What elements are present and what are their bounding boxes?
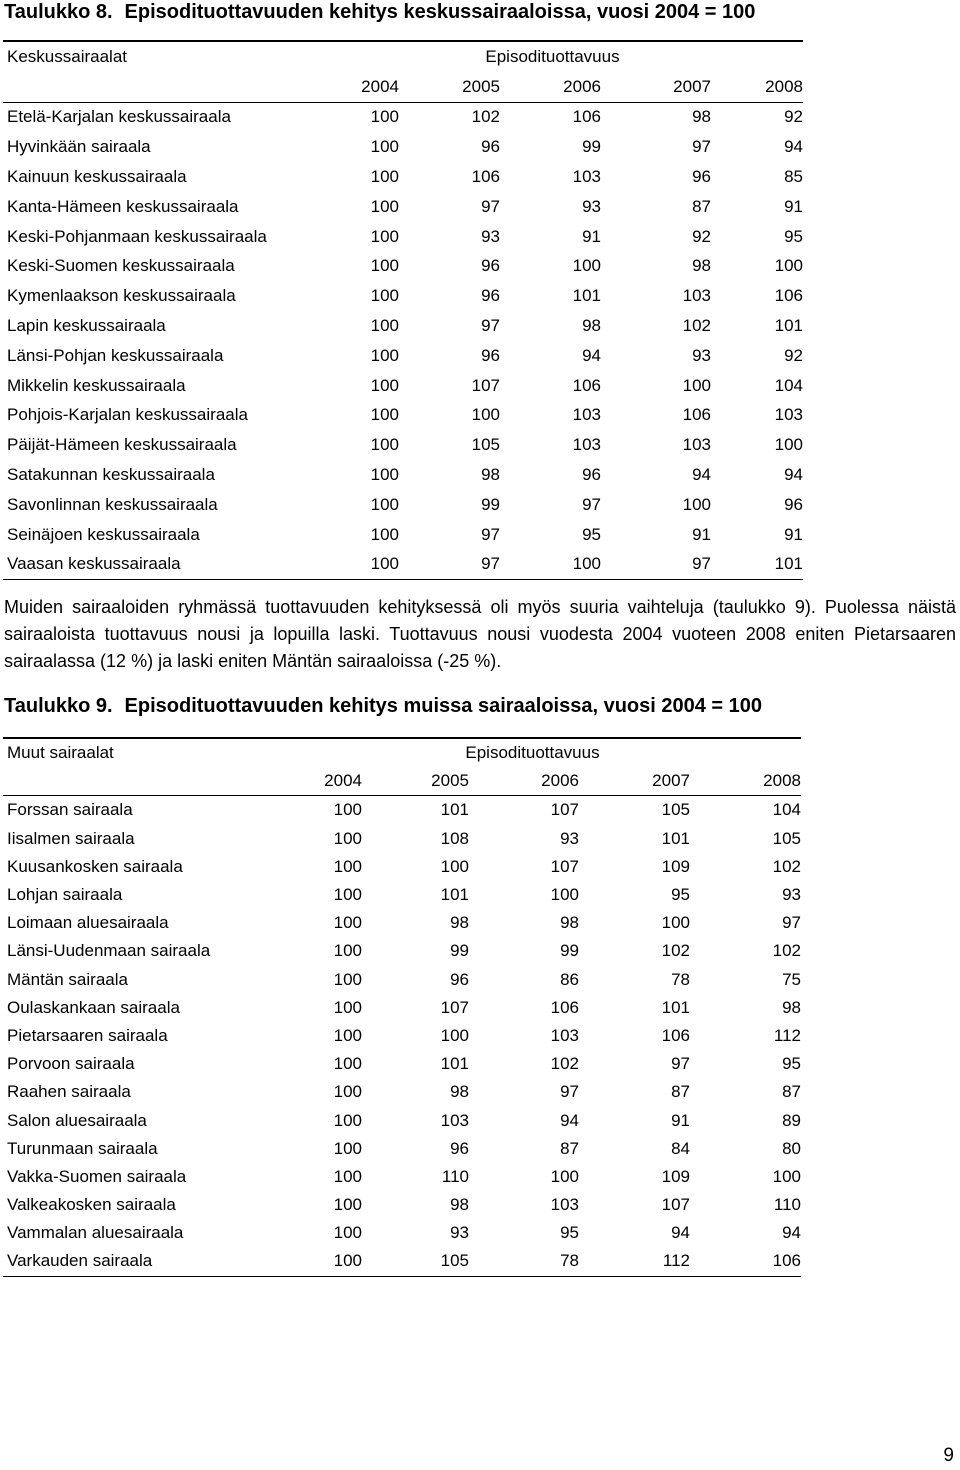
hospital-name: Keski-Suomen keskussairaala [7, 256, 235, 276]
value-cell: 103 [572, 167, 601, 187]
table9-header-blank [3, 767, 260, 796]
hospital-name: Porvoon sairaala [7, 1054, 135, 1074]
table9-year-header: 2005 [362, 767, 469, 796]
table-row [3, 490, 803, 520]
page-number: 9 [943, 1445, 954, 1466]
table8-year-header: 2006 [500, 72, 601, 102]
value-cell: 93 [782, 885, 801, 905]
value-cell: 99 [450, 941, 469, 961]
value-cell: 102 [772, 941, 801, 961]
value-cell: 100 [370, 405, 399, 425]
value-cell: 105 [362, 1247, 469, 1276]
value-cell: 102 [471, 107, 500, 127]
value-cell: 94 [582, 345, 601, 365]
table8-group-header: Episodituottavuus [298, 41, 803, 72]
value-cell: 98 [481, 465, 500, 485]
value-cell: 97 [481, 524, 500, 544]
value-cell: 97 [692, 137, 711, 157]
value-cell: 100 [333, 1223, 362, 1243]
table-row [3, 1106, 801, 1134]
table-row [3, 520, 803, 550]
value-cell: 97 [481, 316, 500, 336]
value-cell: 100 [370, 465, 399, 485]
table9-group-header: Episodituottavuus [260, 738, 801, 767]
hospital-name: Pohjois-Karjalan keskussairaala [7, 405, 248, 425]
value-cell: 100 [333, 856, 362, 876]
value-cell: 109 [661, 1166, 690, 1186]
value-cell: 97 [560, 1082, 579, 1102]
table8-row-header: Keskussairaalat [3, 41, 298, 72]
table-row [3, 460, 803, 490]
value-cell: 102 [550, 1054, 579, 1074]
value-cell: 100 [440, 856, 469, 876]
table8-title [4, 0, 755, 24]
value-cell: 106 [682, 405, 711, 425]
table8-year-header: 2005 [399, 72, 500, 102]
value-cell: 100 [333, 1110, 362, 1130]
value-cell: 93 [481, 226, 500, 246]
value-cell: 100 [370, 167, 399, 187]
table8-header-blank [3, 72, 298, 102]
hospital-name: Raahen sairaala [7, 1082, 131, 1102]
hospital-name: Savonlinnan keskussairaala [7, 494, 218, 514]
hospital-name: Valkeakosken sairaala [7, 1195, 176, 1215]
value-cell: 100 [333, 913, 362, 933]
value-cell: 94 [784, 137, 803, 157]
value-cell: 108 [440, 828, 469, 848]
hospital-name: Länsi-Pohjan keskussairaala [7, 345, 224, 365]
table-row [3, 252, 803, 282]
table8-year-header: 2008 [711, 72, 803, 102]
value-cell: 112 [579, 1247, 690, 1276]
value-cell: 100 [774, 435, 803, 455]
value-cell: 93 [450, 1223, 469, 1243]
value-cell: 84 [671, 1138, 690, 1158]
hospital-name: Kainuun keskussairaala [7, 167, 187, 187]
value-cell: 98 [582, 316, 601, 336]
value-cell: 100 [333, 1025, 362, 1045]
hospital-name: Lohjan sairaala [7, 885, 123, 905]
value-cell: 100 [370, 345, 399, 365]
table8-body [3, 102, 803, 580]
value-cell: 86 [560, 969, 579, 989]
table8-year-header: 2004 [298, 72, 399, 102]
value-cell: 106 [690, 1247, 801, 1276]
value-cell: 100 [333, 828, 362, 848]
value-cell: 97 [601, 550, 711, 580]
value-cell: 93 [692, 345, 711, 365]
value-cell: 103 [682, 435, 711, 455]
table-row [3, 1219, 801, 1247]
value-cell: 94 [782, 1223, 801, 1243]
table9-body [3, 796, 801, 1276]
value-cell: 87 [692, 196, 711, 216]
hospital-name: Pietarsaaren sairaala [7, 1025, 168, 1045]
value-cell: 102 [661, 941, 690, 961]
value-cell: 110 [773, 1195, 801, 1215]
value-cell: 80 [782, 1138, 801, 1158]
value-cell: 100 [333, 1166, 362, 1186]
value-cell: 94 [560, 1110, 579, 1130]
value-cell: 100 [260, 1247, 362, 1276]
hospital-name: Kymenlaakson keskussairaala [7, 286, 236, 306]
value-cell: 100 [333, 800, 362, 820]
value-cell: 101 [440, 1054, 469, 1074]
value-cell: 100 [370, 375, 399, 395]
table9 [3, 737, 801, 1277]
value-cell: 99 [560, 941, 579, 961]
value-cell: 94 [784, 465, 803, 485]
value-cell: 95 [782, 1054, 801, 1074]
body-paragraph: Muiden sairaaloiden ryhmässä tuottavuuden kehityksessä oli myös suuria vaihteluja (taulukko 9). Puolessa näistä sairaaloista tuottavuus nousi ja lopuilla laski. Tuottavuus nousi vuodesta 2004 vuoteen 2008 eniten Pietarsaaren sairaalassa (12 %) ja laski eniten Mäntän sairaaloissa (-25 %). [4, 597, 956, 671]
value-cell: 103 [572, 435, 601, 455]
value-cell: 100 [370, 226, 399, 246]
value-cell: 93 [560, 828, 579, 848]
value-cell: 96 [481, 286, 500, 306]
value-cell: 92 [692, 226, 711, 246]
table9-title [4, 694, 762, 718]
value-cell: 100 [661, 913, 690, 933]
value-cell: 93 [582, 196, 601, 216]
table-row [3, 192, 803, 222]
hospital-name: Satakunnan keskussairaala [7, 465, 215, 485]
value-cell: 100 [333, 1054, 362, 1074]
value-cell: 101 [572, 286, 601, 306]
value-cell: 85 [784, 167, 803, 187]
value-cell: 96 [450, 969, 469, 989]
table9-row-header: Muut sairaalat [3, 738, 260, 767]
value-cell: 107 [471, 375, 500, 395]
value-cell: 105 [471, 435, 500, 455]
value-cell: 96 [582, 465, 601, 485]
table-row [3, 825, 801, 853]
value-cell: 107 [550, 800, 579, 820]
value-cell: 96 [481, 137, 500, 157]
table-row [3, 1247, 801, 1276]
value-cell: 100 [370, 524, 399, 544]
value-cell: 89 [782, 1110, 801, 1130]
hospital-name: Kanta-Hämeen keskussairaala [7, 196, 239, 216]
table-row [3, 1078, 801, 1106]
value-cell: 106 [471, 167, 500, 187]
value-cell: 100 [298, 550, 399, 580]
value-cell: 100 [333, 1195, 362, 1215]
value-cell: 100 [370, 137, 399, 157]
value-cell: 102 [772, 856, 801, 876]
value-cell: 100 [370, 316, 399, 336]
value-cell: 91 [784, 524, 803, 544]
value-cell: 97 [671, 1054, 690, 1074]
value-cell: 101 [774, 316, 803, 336]
table-row [3, 550, 803, 580]
value-cell: 103 [550, 1025, 579, 1045]
value-cell: 100 [572, 256, 601, 276]
table-row [3, 371, 803, 401]
table-row [3, 401, 803, 431]
table-row [3, 162, 803, 192]
table-row [3, 881, 801, 909]
value-cell: 110 [441, 1166, 469, 1186]
hospital-name: Forssan sairaala [7, 800, 133, 820]
hospital-name: Mikkelin keskussairaala [7, 375, 186, 395]
value-cell: 103 [774, 405, 803, 425]
hospital-name: Iisalmen sairaala [7, 828, 135, 848]
value-cell: 106 [572, 375, 601, 395]
table-row [3, 994, 801, 1022]
value-cell: 78 [671, 969, 690, 989]
table-row [3, 281, 803, 311]
value-cell: 107 [661, 1195, 690, 1215]
value-cell: 91 [582, 226, 601, 246]
hospital-name: Loimaan aluesairaala [7, 913, 169, 933]
value-cell: 78 [469, 1247, 579, 1276]
value-cell: 91 [784, 196, 803, 216]
hospital-name: Etelä-Karjalan keskussairaala [7, 107, 231, 127]
table-row [3, 341, 803, 371]
table-row [3, 937, 801, 965]
value-cell: 100 [440, 1025, 469, 1045]
value-cell: 109 [661, 856, 690, 876]
value-cell: 98 [560, 913, 579, 933]
hospital-name: Salon aluesairaala [7, 1110, 147, 1130]
hospital-name: Lapin keskussairaala [7, 316, 166, 336]
hospital-name: Oulaskankaan sairaala [7, 997, 180, 1017]
value-cell: 97 [399, 550, 500, 580]
value-cell: 106 [661, 1025, 690, 1045]
table8 [3, 40, 803, 580]
value-cell: 96 [784, 494, 803, 514]
value-cell: 98 [450, 913, 469, 933]
value-cell: 98 [692, 256, 711, 276]
hospital-name: Kuusankosken sairaala [7, 856, 183, 876]
value-cell: 97 [582, 494, 601, 514]
value-cell: 102 [682, 316, 711, 336]
table-row [3, 966, 801, 994]
value-cell: 97 [481, 196, 500, 216]
value-cell: 91 [692, 524, 711, 544]
value-cell: 100 [370, 494, 399, 514]
value-cell: 92 [784, 345, 803, 365]
value-cell: 95 [671, 885, 690, 905]
value-cell: 95 [784, 226, 803, 246]
table8-title-text: Episodituottavuuden kehitys keskussairaaloissa, vuosi 2004 = 100 [124, 1, 756, 23]
value-cell: 104 [772, 800, 801, 820]
value-cell: 106 [572, 107, 601, 127]
table9-year-header: 2004 [260, 767, 362, 796]
value-cell: 97 [782, 913, 801, 933]
hospital-name: Keski-Pohjanmaan keskussairaala [7, 226, 267, 246]
value-cell: 100 [333, 1082, 362, 1102]
value-cell: 103 [572, 405, 601, 425]
table-row [3, 430, 803, 460]
value-cell: 99 [582, 137, 601, 157]
value-cell: 100 [550, 885, 579, 905]
value-cell: 96 [481, 345, 500, 365]
table9-year-header: 2008 [690, 767, 801, 796]
table9-year-header: 2006 [469, 767, 579, 796]
table8-year-header: 2007 [601, 72, 711, 102]
value-cell: 95 [582, 524, 601, 544]
value-cell: 101 [711, 550, 803, 580]
hospital-name: Vammalan aluesairaala [7, 1223, 184, 1243]
hospital-name: Varkauden sairaala [3, 1247, 260, 1276]
value-cell: 101 [440, 800, 469, 820]
value-cell: 103 [550, 1195, 579, 1215]
value-cell: 106 [550, 997, 579, 1017]
value-cell: 103 [440, 1110, 469, 1130]
value-cell: 100 [333, 997, 362, 1017]
value-cell: 101 [440, 885, 469, 905]
value-cell: 99 [481, 494, 500, 514]
value-cell: 101 [661, 828, 690, 848]
value-cell: 100 [333, 969, 362, 989]
hospital-name: Vakka-Suomen sairaala [7, 1166, 187, 1186]
value-cell: 100 [370, 107, 399, 127]
value-cell: 98 [450, 1082, 469, 1102]
value-cell: 87 [560, 1138, 579, 1158]
value-cell: 94 [692, 465, 711, 485]
value-cell: 100 [500, 550, 601, 580]
table-row [3, 132, 803, 162]
value-cell: 100 [370, 435, 399, 455]
table9-label: Taulukko 9. [4, 695, 113, 717]
value-cell: 96 [450, 1138, 469, 1158]
hospital-name: Länsi-Uudenmaan sairaala [7, 941, 211, 961]
value-cell: 105 [661, 800, 690, 820]
value-cell: 112 [773, 1025, 801, 1045]
value-cell: 94 [671, 1223, 690, 1243]
value-cell: 98 [692, 107, 711, 127]
value-cell: 107 [550, 856, 579, 876]
table-row [3, 853, 801, 881]
table8-label: Taulukko 8. [4, 1, 113, 23]
table9-year-header: 2007 [579, 767, 690, 796]
hospital-name: Mäntän sairaala [7, 969, 128, 989]
hospital-name: Hyvinkään sairaala [7, 137, 151, 157]
table-row [3, 909, 801, 937]
value-cell: 92 [784, 107, 803, 127]
table9-title-text: Episodituottavuuden kehitys muissa sairaaloissa, vuosi 2004 = 100 [124, 695, 763, 717]
value-cell: 100 [772, 1166, 801, 1186]
hospital-name: Vaasan keskussairaala [3, 550, 298, 580]
hospital-name: Turunmaan sairaala [7, 1138, 158, 1158]
value-cell: 106 [774, 286, 803, 306]
value-cell: 100 [550, 1166, 579, 1186]
value-cell: 105 [772, 828, 801, 848]
value-cell: 107 [440, 997, 469, 1017]
table-row [3, 222, 803, 252]
value-cell: 96 [481, 256, 500, 276]
table-row [3, 102, 803, 132]
value-cell: 100 [682, 375, 711, 395]
value-cell: 100 [370, 256, 399, 276]
value-cell: 96 [692, 167, 711, 187]
value-cell: 104 [774, 375, 803, 395]
table-row [3, 1050, 801, 1078]
value-cell: 100 [370, 286, 399, 306]
value-cell: 91 [671, 1110, 690, 1130]
value-cell: 100 [471, 405, 500, 425]
value-cell: 100 [774, 256, 803, 276]
hospital-name: Päijät-Hämeen keskussairaala [7, 435, 237, 455]
value-cell: 87 [671, 1082, 690, 1102]
table-row [3, 1163, 801, 1191]
value-cell: 100 [682, 494, 711, 514]
value-cell: 98 [450, 1195, 469, 1215]
table-row [3, 311, 803, 341]
table-row [3, 1022, 801, 1050]
value-cell: 103 [682, 286, 711, 306]
hospital-name: Seinäjoen keskussairaala [7, 524, 200, 544]
value-cell: 100 [370, 196, 399, 216]
value-cell: 100 [333, 941, 362, 961]
table-row [3, 1191, 801, 1219]
value-cell: 100 [333, 1138, 362, 1158]
table-row [3, 796, 801, 825]
value-cell: 100 [333, 885, 362, 905]
value-cell: 98 [782, 997, 801, 1017]
value-cell: 75 [782, 969, 801, 989]
value-cell: 87 [782, 1082, 801, 1102]
value-cell: 101 [661, 997, 690, 1017]
table-row [3, 1135, 801, 1163]
value-cell: 95 [560, 1223, 579, 1243]
